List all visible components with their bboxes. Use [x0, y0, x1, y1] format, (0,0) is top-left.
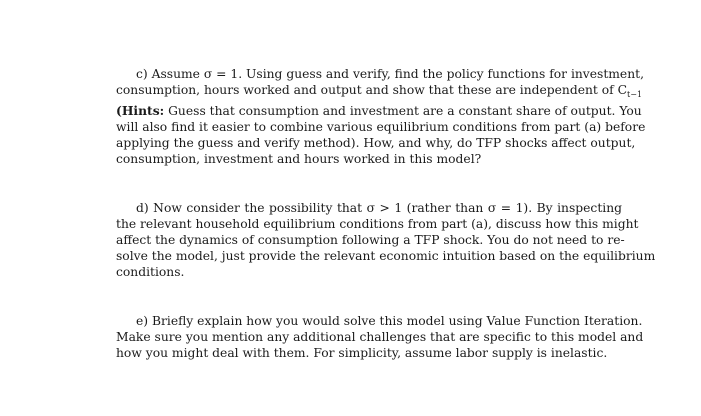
question-d-line-5: conditions.	[116, 265, 185, 279]
question-c-line-5: applying the guess and verify method). How, and why, do TFP shocks affect output,	[116, 136, 636, 150]
question-c	[116, 66, 646, 167]
question-c-line-1: c) Assume σ = 1. Using guess and verify, find the policy functions for investment,	[136, 67, 644, 81]
question-d-line-4: solve the model, just provide the relevant economic intuition based on the equilibrium	[116, 249, 656, 263]
question-e-line-3: how you might deal with them. For simplicity, assume labor supply is inelastic.	[116, 346, 608, 360]
question-e	[116, 313, 644, 361]
question-c-line-4: will also find it easier to combine various equilibrium conditions from part (a) before	[116, 120, 646, 134]
question-d-line-1: d) Now consider the possibility that σ > 1 (rather than σ = 1). By inspecting	[136, 201, 622, 215]
question-d-line-2: the relevant household equilibrium conditions from part (a), discuss how this might	[116, 217, 639, 231]
question-c-line-2-text: consumption, hours worked and output and show that these are independent of C	[116, 83, 628, 97]
question-d	[116, 200, 656, 280]
question-e-line-1: e) Briefly explain how you would solve this model using Value Function Iteration.	[136, 314, 643, 328]
question-e-line-2: Make sure you mention any additional challenges that are specific to this model and	[116, 330, 644, 344]
document-page	[116, 66, 656, 361]
hints-label: (Hints:	[116, 103, 165, 118]
subscript-t-minus-1: t−1	[627, 90, 643, 99]
question-c-line-3	[116, 103, 642, 119]
question-c-line-2	[116, 82, 643, 103]
question-c-line-6: consumption, investment and hours worked in this model?	[116, 152, 482, 166]
hints-text: Guess that consumption and investment are a constant share of output. You	[164, 104, 642, 118]
question-d-line-3: affect the dynamics of consumption following a TFP shock. You do not need to re-	[116, 233, 625, 247]
